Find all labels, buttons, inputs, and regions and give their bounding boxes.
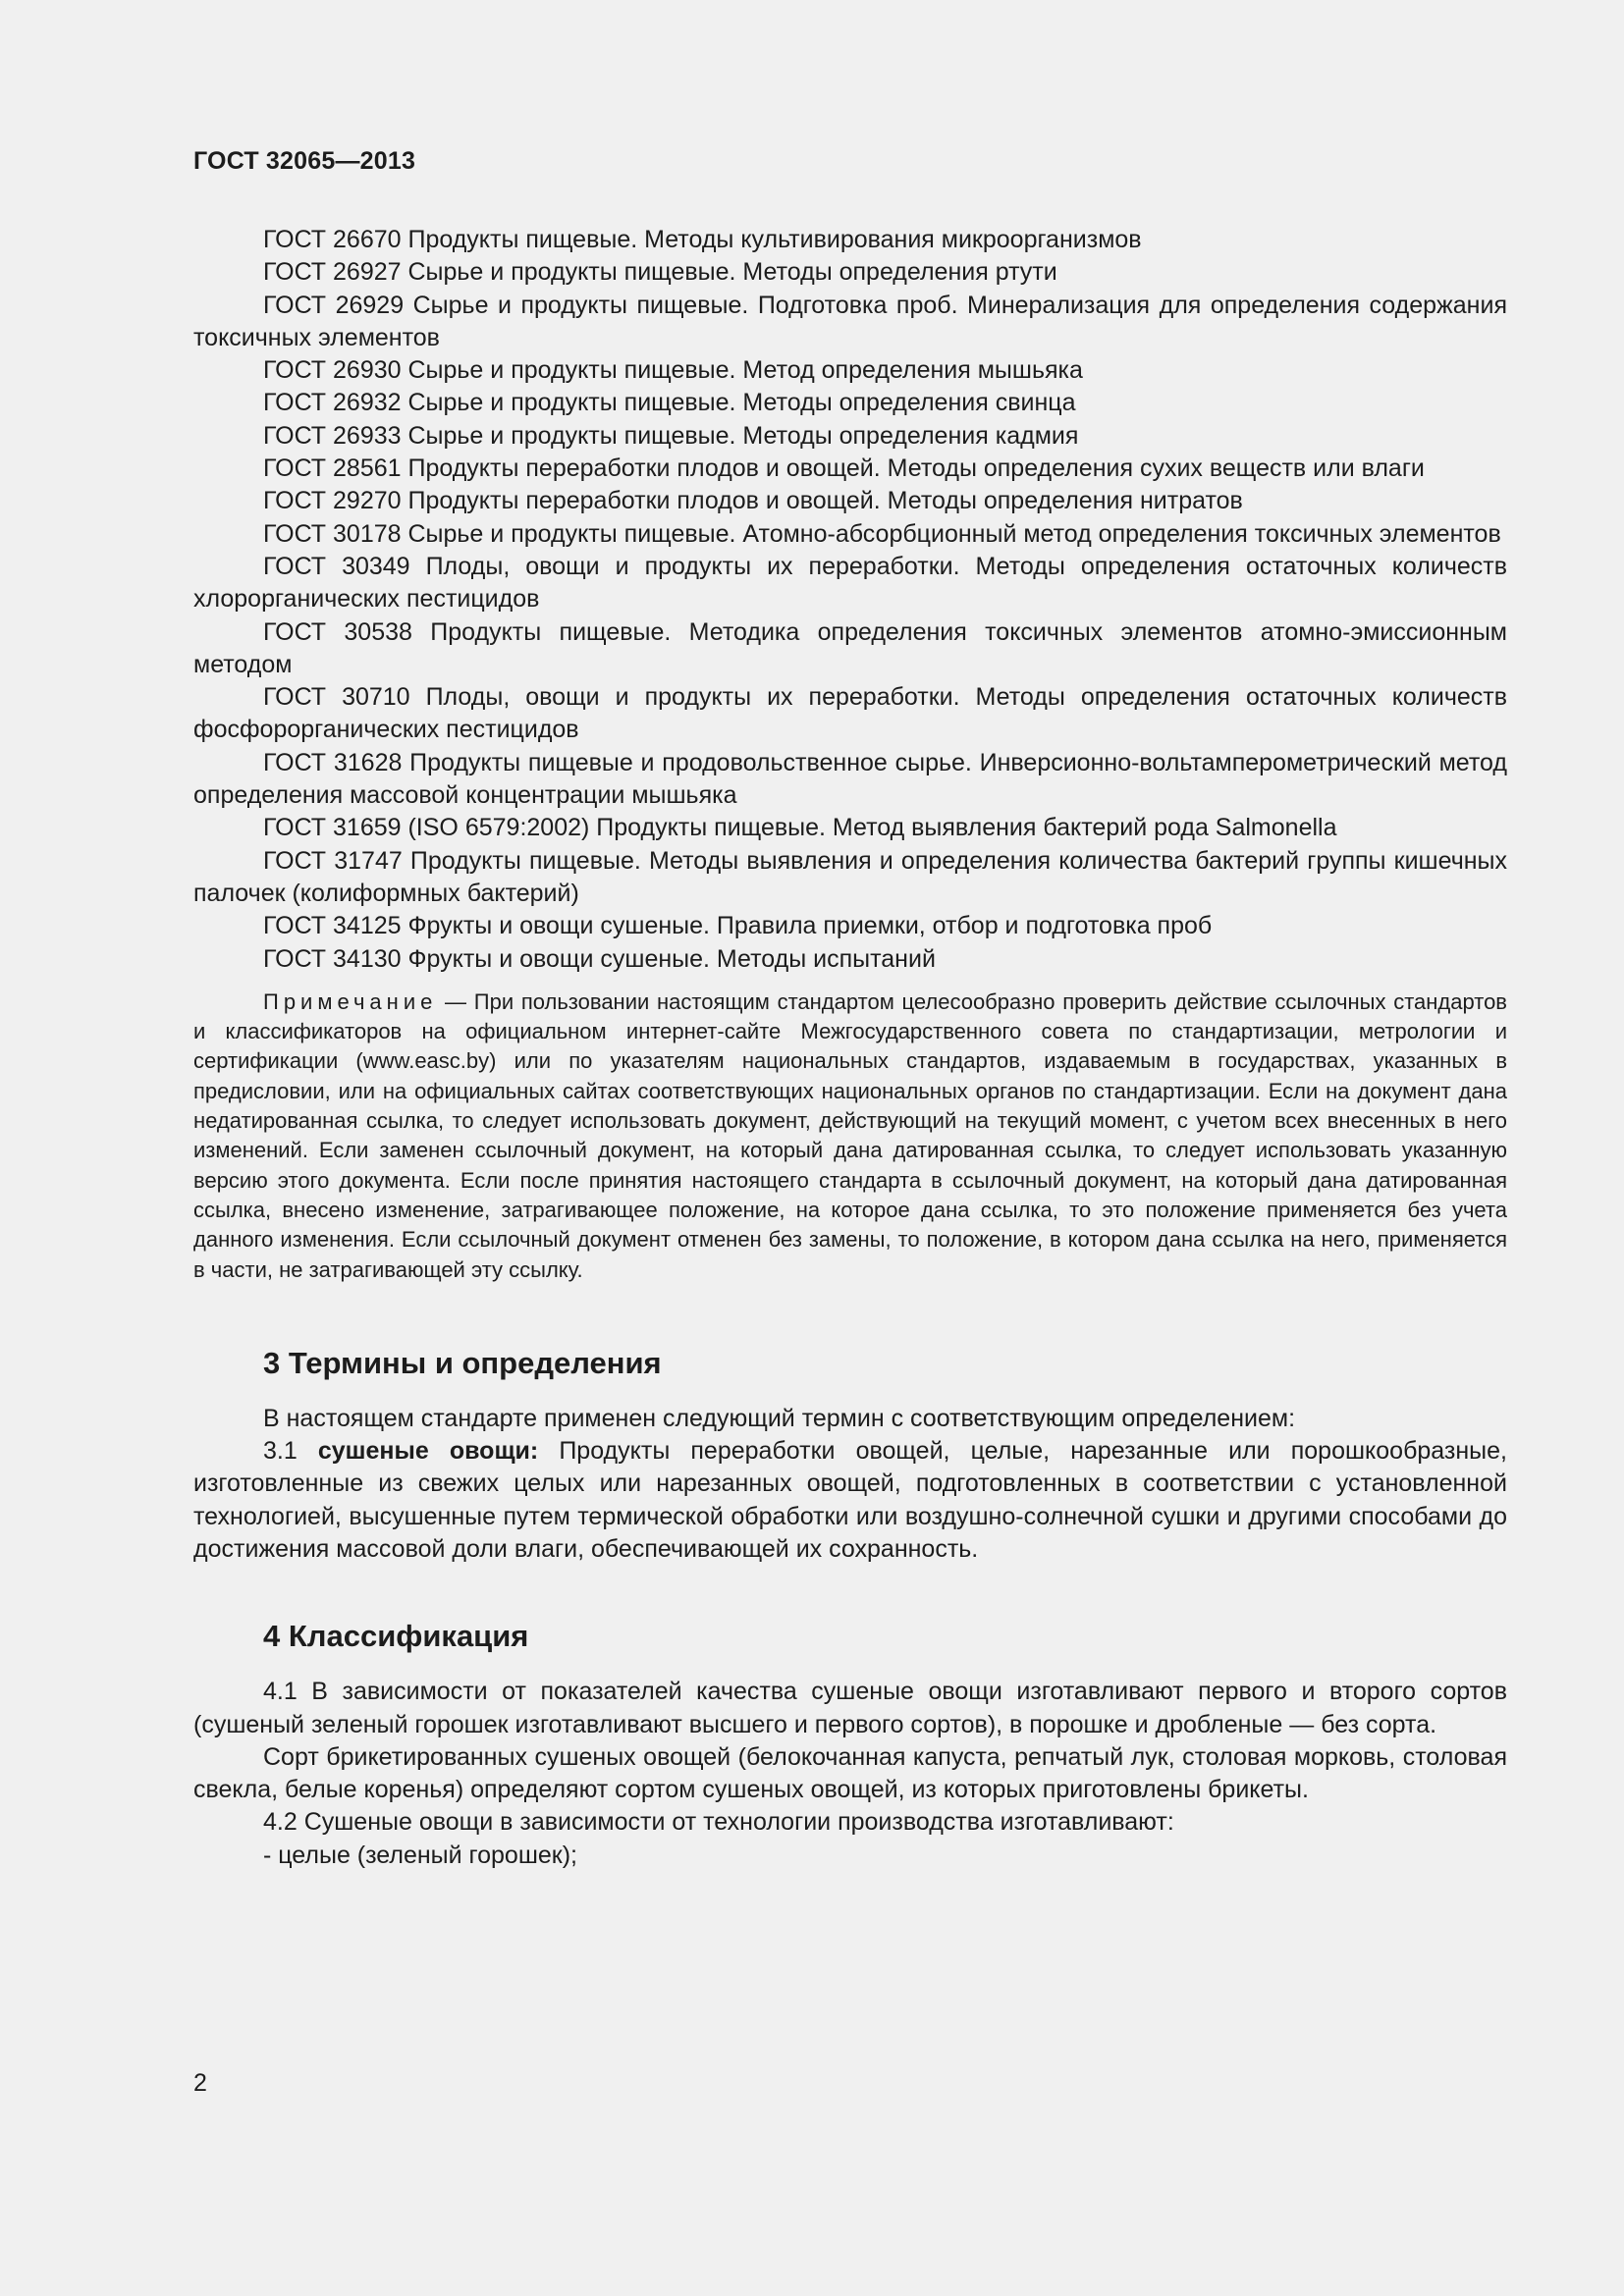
term-definition-3-1 — [193, 1435, 1507, 1566]
note-label: Примечание — [263, 988, 438, 1014]
reference-item: ГОСТ 26930 Сырье и продукты пищевые. Метод определения мышьяка — [263, 356, 1083, 385]
reference-item: ГОСТ 31747 Продукты пищевые. Методы выявления и определения количества бактерий группы кишечных палочек (колиформных бактерий) — [193, 846, 1507, 907]
clause-4-1-brick-grade: Сорт брикетированных сушеных овощей (белокочанная капуста, репчатый лук, столовая морковь, столовая свекла, белые коренья) определяют сортом сушеных овощей, из которых приготовлены брикеты. — [193, 1742, 1507, 1804]
reference-item: ГОСТ 26927 Сырье и продукты пищевые. Методы определения ртути — [263, 258, 1057, 287]
term-name: сушеные овощи: — [317, 1437, 539, 1466]
page-content — [193, 224, 1507, 1872]
reference-note — [193, 988, 1507, 1285]
reference-item: ГОСТ 34125 Фрукты и овощи сушеные. Правила приемки, отбор и подготовка проб — [263, 912, 1213, 940]
clause-4-1: 4.1 В зависимости от показателей качества сушеные овощи изготавливают первого и второго сортов (сушеный зеленый горошек изготавливают высшего и первого сортов), в порошке и дробленые — без сорта. — [193, 1678, 1507, 1738]
reference-item: ГОСТ 31659 (ISO 6579:2002) Продукты пищевые. Метод выявления бактерий рода Salmonella — [263, 814, 1337, 842]
term-definition: Продукты переработки овощей, целые, нарезанные или порошкообразные, изготовленные из свежих целых или нарезанных овощей, подготовленных в соответствии с установленной технологией, высушенные путем термической обработки или воздушно-солнечной сушки и другими способами до достижения массовой доли влаги, обеспечивающей их сохранность. — [193, 1437, 1507, 1563]
reference-item: ГОСТ 30349 Плоды, овощи и продукты их переработки. Методы определения остаточных количеств хлорорганических пестицидов — [193, 552, 1507, 614]
list-item-whole: - целые (зеленый горошек); — [263, 1841, 577, 1869]
reference-item: ГОСТ 26933 Сырье и продукты пищевые. Методы определения кадмия — [263, 421, 1079, 450]
note-text: — При пользовании настоящим стандартом целесообразно проверить действие ссылочных стандартов и классификаторов на официальном интернет-сайте Межгосударственного совета по стандартизации, метрологии и сертификации (www.easc.by) или по указателям национальных стандартов, издаваемым в государствах, указанных в предисловии, или на официальных сайтах соответствующих национальных органов по стандартизации. Если на документ дана недатированная ссылка, то следует использовать документ, действующий на текущий момент, с учетом всех внесенных в него изменений. Если заменен ссылочный документ, на который дана датированная ссылка, то следует использовать указанную версию этого документа. Если после принятия настоящего стандарта в ссылочный документ, на который дана датированная ссылка, внесено изменение, затрагивающее положение, на которое дана ссылка, то это положение применяется без учета данного изменения. Если ссылочный документ отменен без замены, то положение, в котором дана ссылка на него, применяется в части, не затрагивающей эту ссылку. — [193, 988, 1507, 1282]
reference-item: ГОСТ 28561 Продукты переработки плодов и овощей. Методы определения сухих веществ или влаги — [263, 454, 1425, 483]
reference-item: ГОСТ 26670 Продукты пищевые. Методы культивирования микроорганизмов — [263, 226, 1142, 253]
reference-item: ГОСТ 26929 Сырье и продукты пищевые. Подготовка проб. Минерализация для определения содержания токсичных элементов — [193, 291, 1507, 351]
clause-4-2: 4.2 Сушеные овощи в зависимости от технологии производства изготавливают: — [263, 1808, 1174, 1837]
reference-item: ГОСТ 29270 Продукты переработки плодов и овощей. Методы определения нитратов — [263, 487, 1243, 515]
reference-item: ГОСТ 26932 Сырье и продукты пищевые. Методы определения свинца — [263, 389, 1076, 417]
reference-item: ГОСТ 30178 Сырье и продукты пищевые. Атомно-абсорбционный метод определения токсичных элементов — [263, 519, 1501, 548]
normative-references-list — [193, 224, 1507, 976]
reference-item: ГОСТ 31628 Продукты пищевые и продовольственное сырье. Инверсионно-вольтамперометрический метод определения массовой концентрации мышьяка — [193, 748, 1507, 810]
reference-item: ГОСТ 30710 Плоды, овощи и продукты их переработки. Методы определения остаточных количеств фосфорорганических пестицидов — [193, 683, 1507, 744]
page-number: 2 — [193, 2069, 207, 2097]
section-3-intro: В настоящем стандарте применен следующий термин с соответствующим определением: — [263, 1404, 1296, 1432]
section-4-heading: 4 Классификация — [263, 1619, 529, 1654]
reference-item: ГОСТ 34130 Фрукты и овощи сушеные. Методы испытаний — [263, 944, 936, 973]
reference-item: ГОСТ 30538 Продукты пищевые. Методика определения токсичных элементов атомно-эмиссионным методом — [193, 617, 1507, 678]
section-3-heading: 3 Термины и определения — [263, 1345, 662, 1380]
document-number-header: ГОСТ 32065—2013 — [193, 147, 416, 175]
term-number: 3.1 — [263, 1437, 318, 1466]
